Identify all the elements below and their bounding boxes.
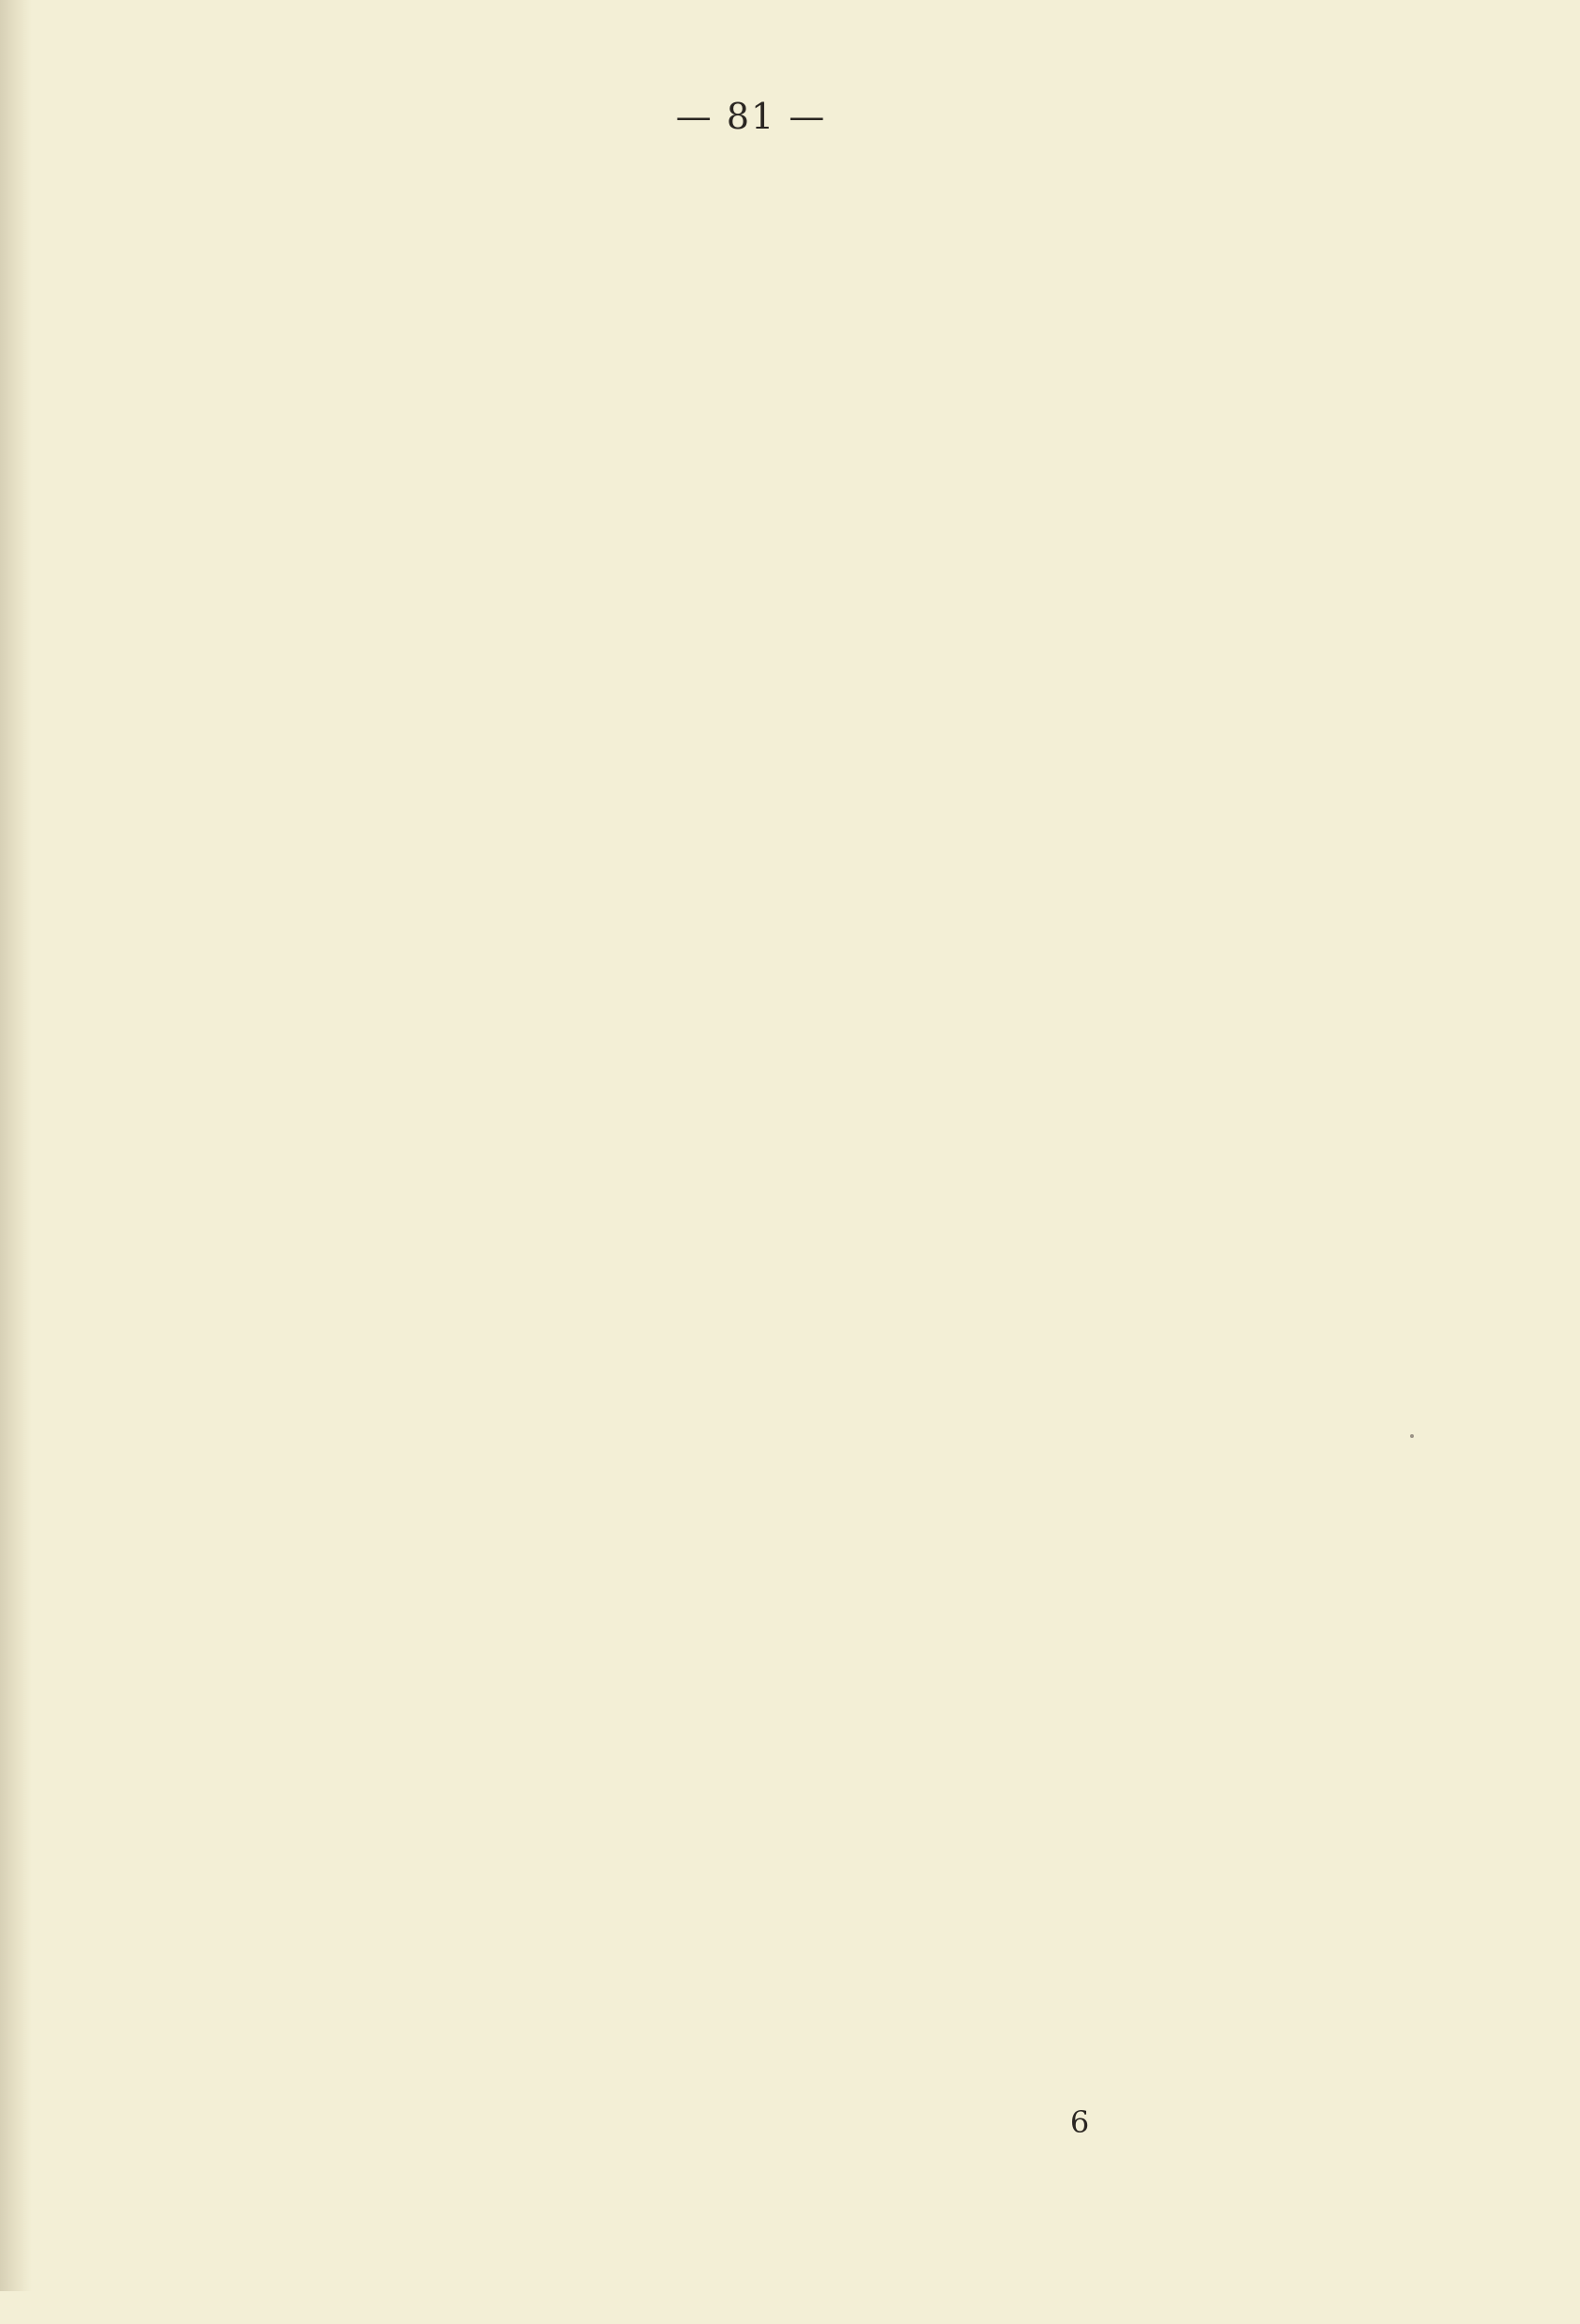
text-line: [197, 1518, 1296, 1575]
text-line: [197, 250, 1296, 307]
text-line: [197, 2209, 1296, 2267]
text-line: [197, 1690, 1296, 1748]
text-line: [197, 769, 1296, 826]
text-line: [197, 423, 1296, 481]
text-line: [197, 941, 1296, 999]
text-line: [197, 1114, 1296, 1171]
text-line: [197, 2094, 1296, 2151]
text-line: [197, 1633, 1296, 1690]
text-line: [197, 365, 1296, 422]
text-line: [197, 1921, 1296, 1979]
book-spine-shadow: [0, 0, 32, 2291]
text-line: [197, 1806, 1296, 1863]
text-line: [197, 1230, 1296, 1287]
text-line: [197, 1287, 1296, 1344]
body-text: [197, 192, 1296, 2324]
text-line: [197, 884, 1296, 941]
text-line: [197, 308, 1296, 365]
text-line: [197, 1575, 1296, 1632]
text-line: [197, 2267, 1296, 2324]
text-line: [197, 596, 1296, 653]
text-line: [197, 1345, 1296, 1402]
text-line: [197, 538, 1296, 595]
paragraph: [197, 2267, 1296, 2324]
paragraph: [197, 1402, 1296, 2267]
text-line: [197, 192, 1296, 250]
signature-mark: 6: [1069, 2104, 1090, 2140]
paper-speck: [1410, 1434, 1414, 1438]
text-line: [197, 653, 1296, 711]
page-number: — 81 —: [675, 96, 827, 137]
text-line: [197, 1749, 1296, 1806]
text-line: [197, 999, 1296, 1056]
text-line: [197, 1172, 1296, 1230]
text-line: [197, 826, 1296, 883]
text-line: [197, 1863, 1296, 1920]
text-line: [197, 1460, 1296, 1518]
text-line: [197, 2037, 1296, 2094]
paragraph: [197, 192, 1296, 1402]
text-line: [197, 1979, 1296, 2036]
text-line: [197, 1057, 1296, 1114]
text-line: [197, 1402, 1296, 1460]
text-line: [197, 2151, 1296, 2209]
text-line: [197, 481, 1296, 538]
text-line: [197, 711, 1296, 769]
